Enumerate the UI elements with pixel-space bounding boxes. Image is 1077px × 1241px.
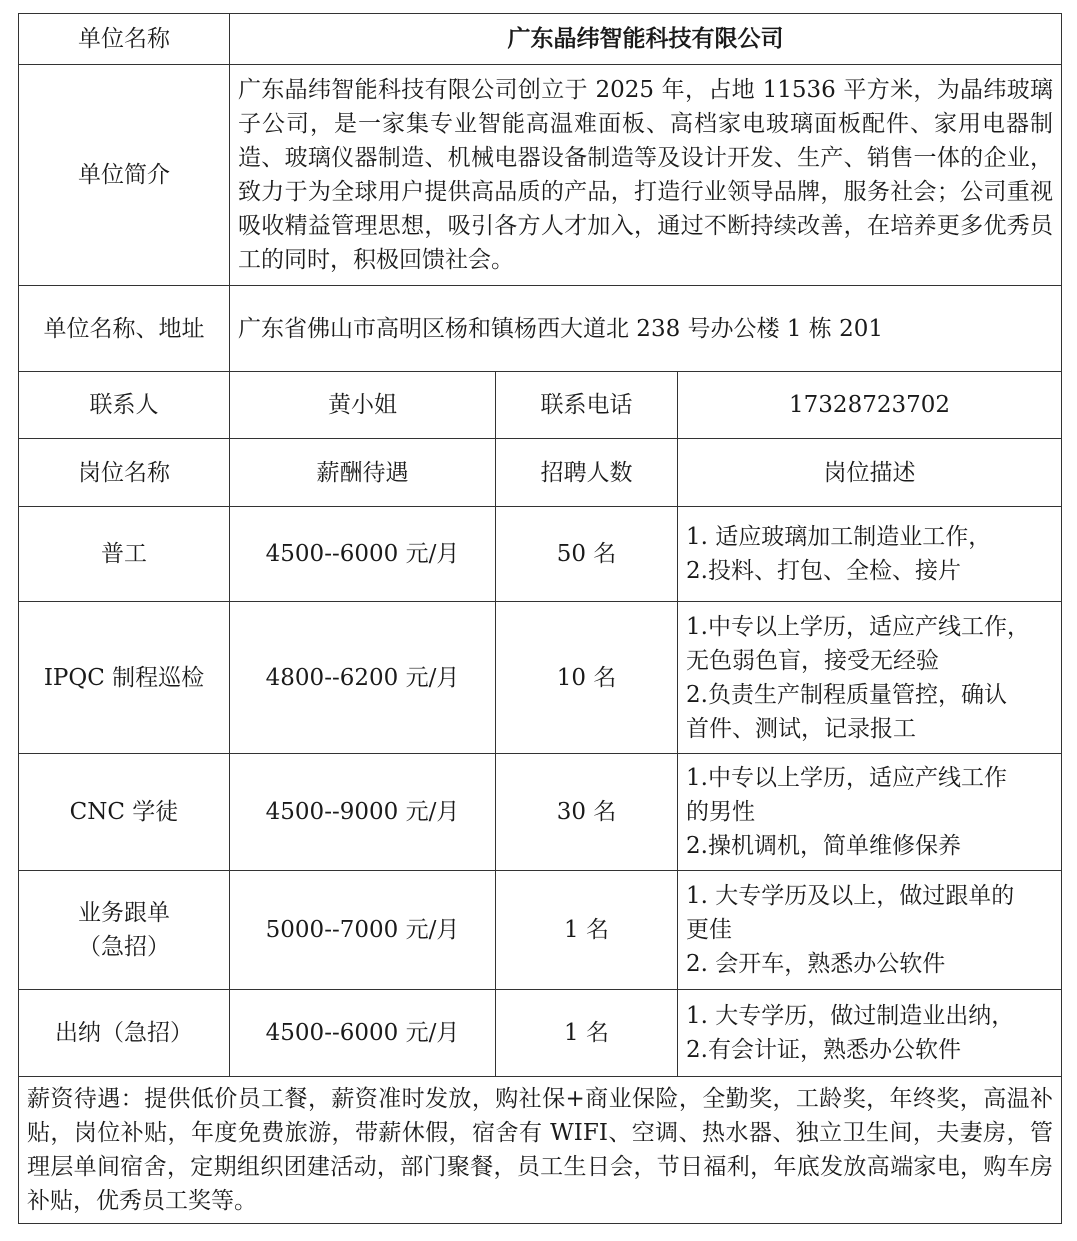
job-position: CNC 学徒: [19, 754, 230, 871]
job-row: [19, 507, 1062, 602]
job-salary: 5000--7000 元/月: [230, 871, 496, 990]
recruitment-table: [18, 13, 1062, 1224]
job-position: 普工: [19, 507, 230, 602]
job-position: 出纳（急招）: [19, 990, 230, 1077]
job-count: 10 名: [496, 602, 678, 754]
job-description: 1. 适应玻璃加工制造业工作， 2.投料、打包、全检、接片: [678, 507, 1062, 602]
job-salary: 4500--9000 元/月: [230, 754, 496, 871]
header-count: 招聘人数: [496, 439, 678, 507]
company-intro-row: [19, 65, 1062, 286]
company-name-label: 单位名称: [19, 14, 230, 65]
job-count: 50 名: [496, 507, 678, 602]
job-row: [19, 754, 1062, 871]
company-name-row: [19, 14, 1062, 65]
header-position: 岗位名称: [19, 439, 230, 507]
phone-number: 17328723702: [678, 372, 1062, 439]
job-position: IPQC 制程巡检: [19, 602, 230, 754]
job-count: 30 名: [496, 754, 678, 871]
job-description: 1.中专以上学历，适应产线工作， 无色弱色盲，接受无经验 2.负责生产制程质量管控，确认 首件、测试，记录报工: [678, 602, 1062, 754]
job-salary: 4500--6000 元/月: [230, 507, 496, 602]
company-name: 广东晶纬智能科技有限公司: [230, 14, 1062, 65]
jobs-header-row: [19, 439, 1062, 507]
company-address-row: [19, 286, 1062, 372]
job-position: 业务跟单 （急招）: [19, 871, 230, 990]
contact-name: 黄小姐: [230, 372, 496, 439]
job-salary: 4800--6200 元/月: [230, 602, 496, 754]
job-description: 1. 大专学历及以上，做过跟单的 更佳 2. 会开车，熟悉办公软件: [678, 871, 1062, 990]
job-row: [19, 602, 1062, 754]
header-salary: 薪酬待遇: [230, 439, 496, 507]
company-address: 广东省佛山市高明区杨和镇杨西大道北 238 号办公楼 1 栋 201: [230, 286, 1062, 372]
job-row: [19, 871, 1062, 990]
company-intro: 广东晶纬智能科技有限公司创立于 2025 年，占地 11536 平方米，为晶纬玻璃子公司，是一家集专业智能高温难面板、高档家电玻璃面板配件、家用电器制造、玻璃仪器制造、机械电器设备制造等及设计开发、生产、销售一体的企业，致力于为全球用户提供高品质的产品，打造行业领导品牌，服务社会；公司重视吸收精益管理思想，吸引各方人才加入，通过不断持续改善，在培养更多优秀员工的同时，积极回馈社会。: [230, 65, 1062, 286]
job-salary: 4500--6000 元/月: [230, 990, 496, 1077]
benefits-text: 薪资待遇：提供低价员工餐，薪资准时发放，购社保+商业保险，全勤奖，工龄奖，年终奖，高温补贴，岗位补贴，年度免费旅游，带薪休假，宿舍有 WIFI、空调、热水器、独立卫生间，夫妻房，管理层单间宿舍，定期组织团建活动，部门聚餐，员工生日会，节日福利，年底发放高端家电，购车房补贴，优秀员工奖等。: [19, 1077, 1062, 1224]
header-description: 岗位描述: [678, 439, 1062, 507]
job-row: [19, 990, 1062, 1077]
benefits-row: [19, 1077, 1062, 1224]
phone-label: 联系电话: [496, 372, 678, 439]
contact-row: [19, 372, 1062, 439]
company-address-label: 单位名称、地址: [19, 286, 230, 372]
contact-label: 联系人: [19, 372, 230, 439]
job-description: 1.中专以上学历，适应产线工作 的男性 2.操机调机，简单维修保养: [678, 754, 1062, 871]
job-count: 1 名: [496, 871, 678, 990]
job-count: 1 名: [496, 990, 678, 1077]
company-intro-label: 单位简介: [19, 65, 230, 286]
job-description: 1. 大专学历，做过制造业出纳， 2.有会计证，熟悉办公软件: [678, 990, 1062, 1077]
